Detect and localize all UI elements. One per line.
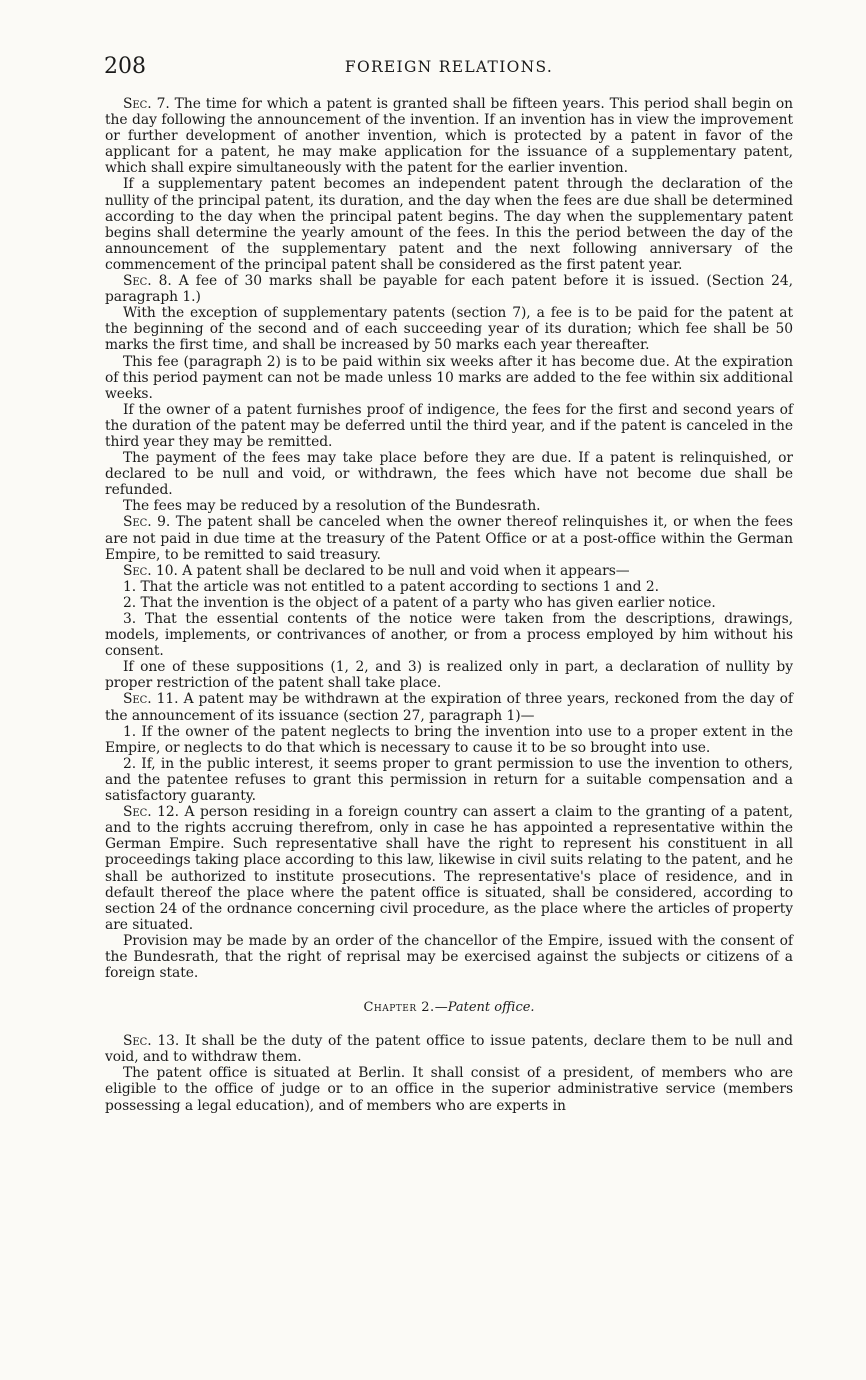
paragraph-text: With the exception of supplementary patents (section 7), a fee is to be paid for the patent at the beginning of the second and of each succeeding year of its duration; which fee shall be 50 marks the first time, and shall be increased by 50 marks each year thereafter. bbox=[105, 305, 793, 354]
document-body bbox=[105, 96, 793, 1114]
section-number: Sec. 10. bbox=[123, 562, 178, 579]
paragraph-text: If a supplementary patent becomes an independent patent through the declaration of the nullity of the principal patent, its duration, and the day when the fees are due shall be determined according to the day when the principal patent begins. The day when the supplementary patent begins shall determine the yearly amount of the fees. In this the period between the day of the announcement of the supplementary patent and the next following anniversary of the commencement of the principal patent shall be considered as the first patent year. bbox=[105, 176, 793, 273]
paragraph bbox=[105, 724, 793, 756]
paragraph bbox=[105, 804, 793, 933]
paragraph-text: 3. That the essential contents of the notice were taken from the descriptions, drawings, models, implements, or contrivances of another, or from a process employed by him without his consent. bbox=[105, 611, 793, 660]
paragraph-text: If the owner of a patent furnishes proof of indigence, the fees for the first and second years of the duration of the patent may be deferred until the third year, and if the patent is canceled in the third year they may be remitted. bbox=[105, 401, 793, 450]
paragraph-text: A patent shall be declared to be null and void when it appears— bbox=[182, 562, 630, 579]
paragraph bbox=[105, 595, 793, 611]
paragraph-text: 2. If, in the public interest, it seems proper to grant permission to use the invention to others, and the patentee refuses to grant this permission in return for a suitable compensation and a satisfactory guaranty. bbox=[105, 755, 793, 805]
paragraph-text: 1. That the article was not entitled to a patent according to sections 1 and 2. bbox=[123, 578, 659, 595]
paragraph bbox=[105, 579, 793, 595]
paragraph bbox=[105, 514, 793, 562]
paragraph-text: 1. If the owner of the patent neglects to bring the invention into use to a proper extent in the Empire, or neglects to do that which is necessary to cause it to be so brought into use. bbox=[105, 723, 793, 756]
section-number: Sec. 7. bbox=[123, 96, 170, 112]
paragraph-text: 2. That the invention is the object of a patent of a party who has given earlier notice. bbox=[123, 594, 716, 611]
paragraph-text: The payment of the fees may take place before they are due. If a patent is relinquished, or declared to be null and void, or withdrawn, the fees which have not become due shall be refunded. bbox=[105, 450, 793, 499]
chapter-heading bbox=[105, 1000, 793, 1015]
sections-7-to-12 bbox=[105, 96, 793, 981]
paragraph-text: The time for which a patent is granted shall be fifteen years. This period shall begin on the day following the announcement of the invention. If an invention has in view the improvement or further development of another invention, which is protected by a patent in favor of the applicant for a patent, he may make application for the issuance of a supplementary patent, which shall expire simultaneously with the patent for the earlier invention. bbox=[105, 96, 793, 177]
section-number: Sec. 11. bbox=[123, 691, 179, 708]
paragraph-text: The patent office is situated at Berlin. It shall consist of a president, of members who are eligible to the office of judge or to an office in the superior administrative service (members possessing a legal education), and of members who are experts in bbox=[105, 1065, 793, 1114]
paragraph bbox=[105, 402, 793, 450]
paragraph bbox=[105, 1033, 793, 1065]
paragraph bbox=[105, 96, 793, 176]
section-13 bbox=[105, 1033, 793, 1113]
section-number: Sec. 8. bbox=[123, 273, 172, 290]
chapter-title: —Patent office. bbox=[434, 1000, 535, 1016]
page-header bbox=[104, 54, 794, 84]
paragraph bbox=[105, 305, 793, 353]
paragraph-text: The fees may be reduced by a resolution of the Bundesrath. bbox=[123, 498, 541, 515]
paragraph bbox=[105, 273, 793, 305]
paragraph-text: The patent shall be canceled when the owner thereof relinquishes it, or when the fees are not paid in due time at the treasury of the Patent Office or at a post-office within the German Empire, to be remitted to said treasury. bbox=[105, 514, 793, 563]
paragraph bbox=[105, 450, 793, 498]
paragraph-text: It shall be the duty of the patent office to issue patents, declare them to be null and void, and to withdraw them. bbox=[105, 1033, 793, 1066]
section-number: Sec. 9. bbox=[123, 514, 171, 531]
paragraph-text: If one of these suppositions (1, 2, and 3) is realized only in part, a declaration of nullity by proper restriction of the patent shall take place. bbox=[105, 659, 793, 692]
paragraph bbox=[105, 563, 793, 579]
paragraph bbox=[105, 611, 793, 659]
paragraph-text: This fee (paragraph 2) is to be paid within six weeks after it has become due. At the expiration of this period payment can not be made unless 10 marks are added to the fee within six additional weeks. bbox=[105, 353, 793, 402]
section-number: Sec. 13. bbox=[123, 1033, 180, 1050]
paragraph bbox=[105, 354, 793, 402]
page-number: 208 bbox=[104, 54, 146, 79]
paragraph-text: Provision may be made by an order of the chancellor of the Empire, issued with the consent of the Bundesrath, that the right of reprisal may be exercised against the subjects or citizens of a foreign state. bbox=[105, 932, 793, 982]
paragraph bbox=[105, 176, 793, 273]
paragraph bbox=[105, 1065, 793, 1113]
running-head: FOREIGN RELATIONS. bbox=[344, 58, 554, 76]
paragraph bbox=[105, 659, 793, 691]
paragraph-text: A patent may be withdrawn at the expiration of three years, reckoned from the day of the announcement of its issuance (section 27, paragraph 1)— bbox=[105, 691, 794, 724]
paragraph bbox=[105, 933, 793, 981]
paragraph bbox=[105, 756, 793, 804]
paragraph-text: A fee of 30 marks shall be payable for each patent before it is issued. (Section 24, paragraph 1.) bbox=[105, 273, 793, 306]
section-number: Sec. 12. bbox=[123, 804, 180, 821]
paragraph bbox=[105, 691, 793, 723]
paragraph bbox=[105, 498, 793, 514]
chapter-label: Chapter 2. bbox=[363, 1000, 435, 1016]
paragraph-text: A person residing in a foreign country can assert a claim to the granting of a patent, and to the rights accruing therefrom, only in case he has appointed a representative within the German Empire. Such representative shall have the right to represent his constituent in all proceedings taking place according to this law, likewise in civil suits relating to the patent, and he shall be authorized to institute prosecutions. The representative's place of residence, and in default thereof the place where the patent office is situated, shall be considered, according to section 24 of the ordnance concerning civil procedure, as the place where the articles of property are situated. bbox=[105, 804, 793, 933]
